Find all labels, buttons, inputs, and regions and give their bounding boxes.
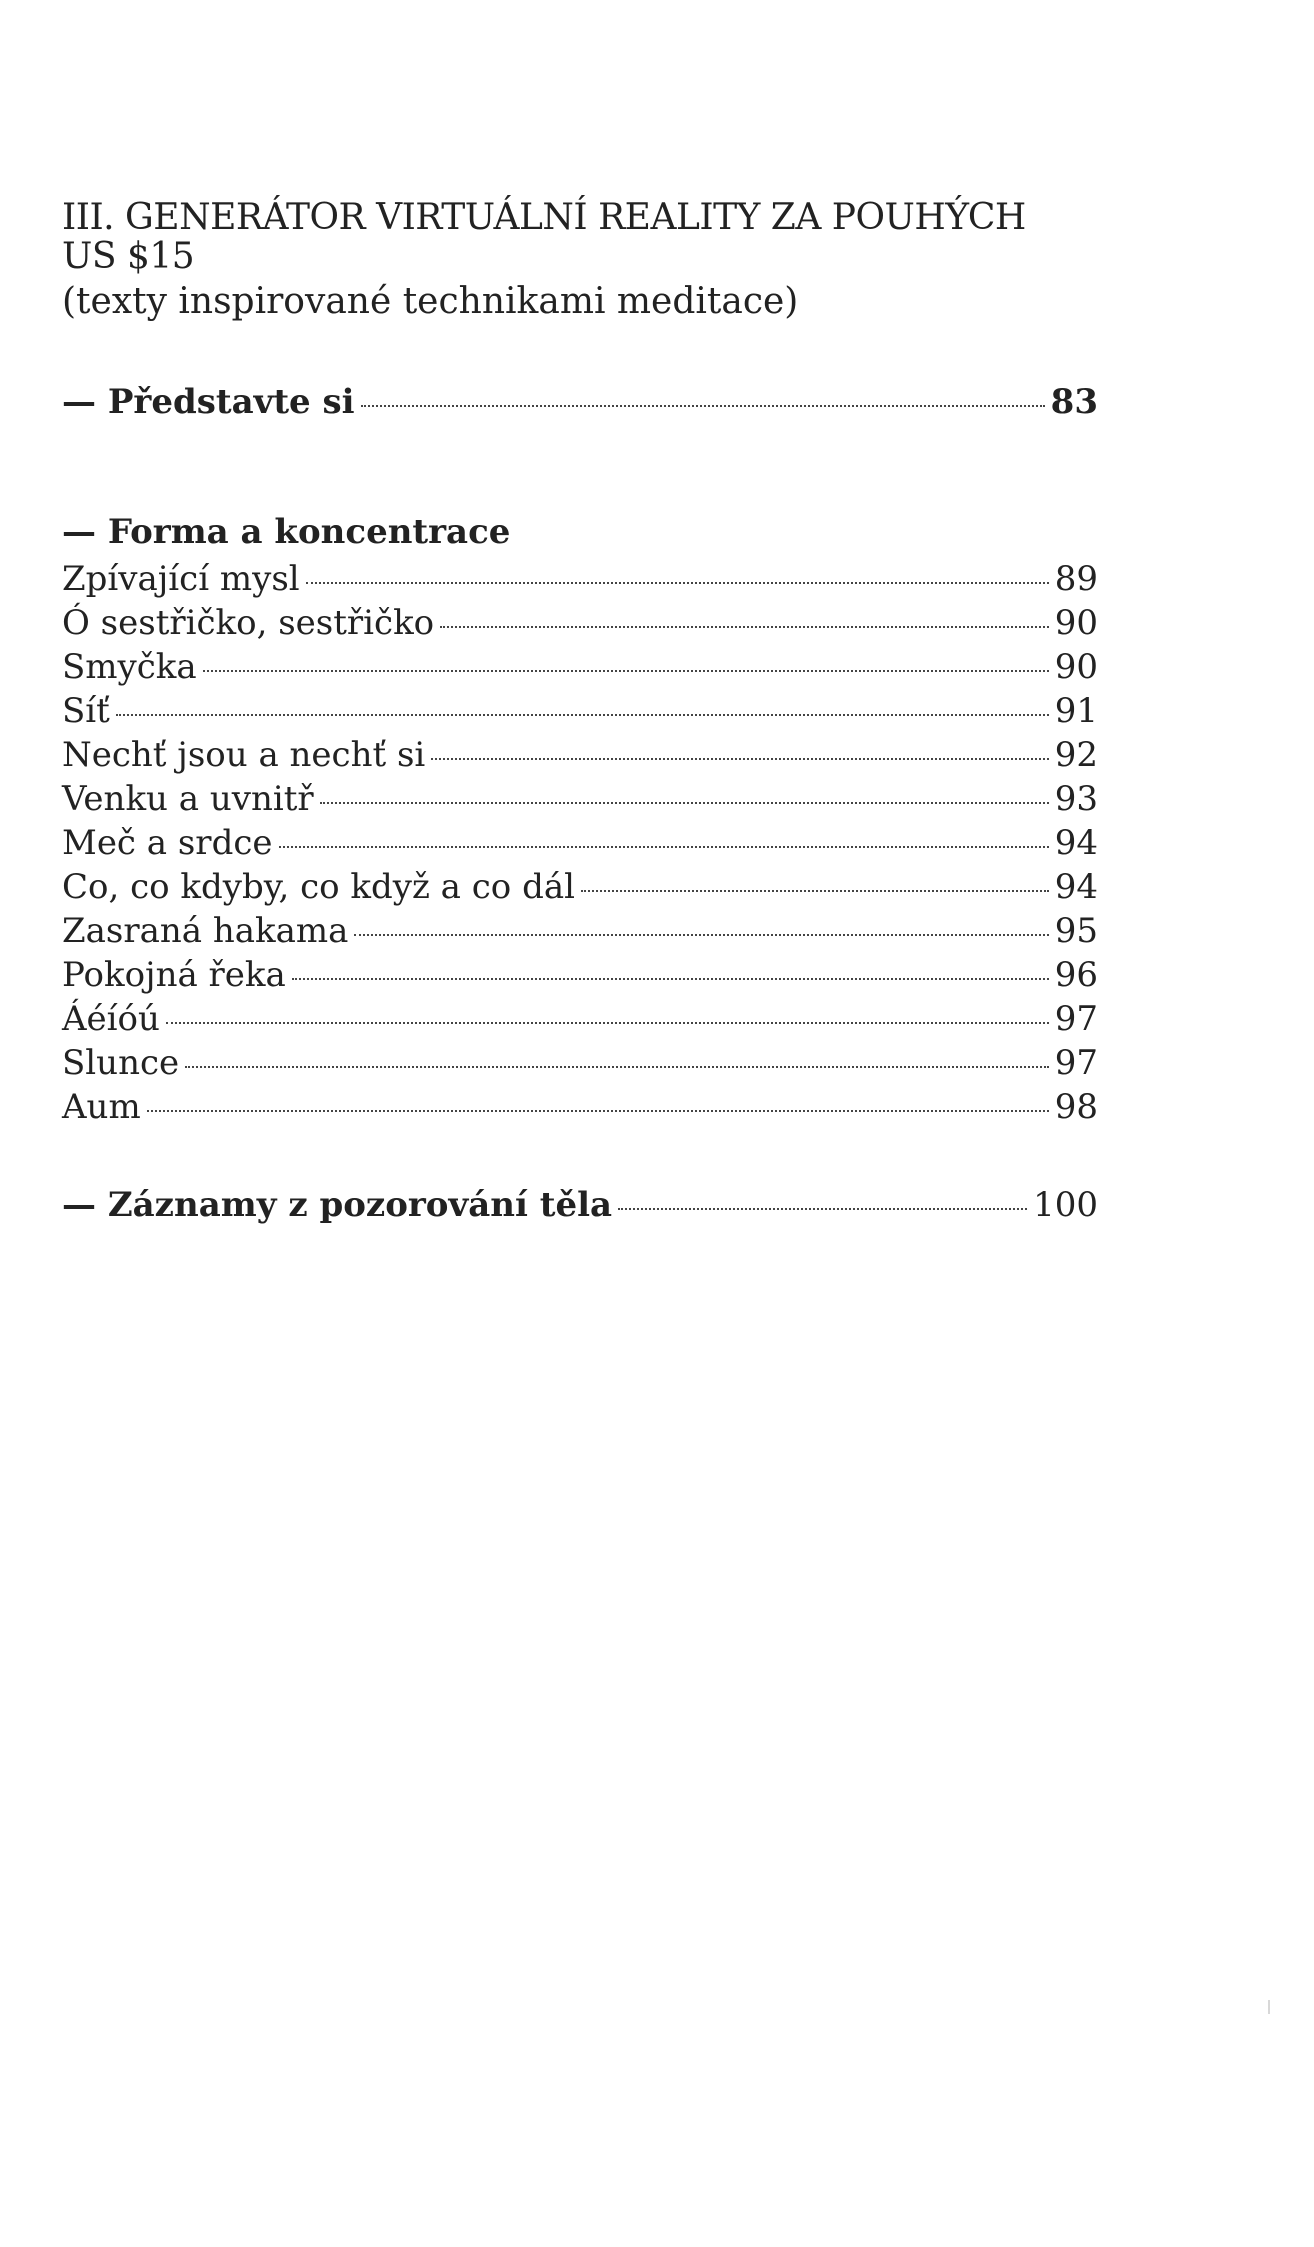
dot-leader (354, 934, 1048, 936)
toc-entry-title: Venku a uvnitř (62, 779, 314, 819)
dot-leader (185, 1066, 1049, 1068)
toc-entry (62, 733, 1098, 777)
toc-entry-page: 90 (1054, 603, 1098, 643)
dot-leader (147, 1110, 1049, 1112)
toc-entry-title: Zasraná hakama (62, 911, 349, 951)
toc-entry (62, 645, 1098, 689)
chapter-heading-line2: US $15 (62, 236, 195, 277)
toc-entry (62, 557, 1098, 601)
toc-entry-title: Síť (62, 691, 110, 731)
toc-entry-title: Zpívající mysl (62, 559, 300, 599)
dot-leader (618, 1208, 1027, 1210)
toc-entry-page: 93 (1054, 779, 1098, 819)
dot-leader (581, 890, 1049, 892)
chapter-heading-line1: III. GENERÁTOR VIRTUÁLNÍ REALITY ZA POUHÝCH (62, 197, 1026, 238)
toc-entry-page: 98 (1054, 1087, 1098, 1127)
dot-leader (166, 1022, 1049, 1024)
toc-entry (62, 777, 1098, 821)
toc-entry-page: 91 (1054, 691, 1098, 731)
dot-leader (292, 978, 1049, 980)
toc-entry-page: 96 (1054, 955, 1098, 995)
toc-entry (62, 909, 1098, 953)
toc-entry-title: Slunce (62, 1043, 180, 1083)
toc-entry-page: 94 (1054, 823, 1098, 863)
scan-speck (1268, 2000, 1270, 2014)
dot-leader (440, 626, 1049, 628)
toc-entry-title: Smyčka (62, 647, 197, 687)
toc-entry (62, 689, 1098, 733)
toc-entry-title: — Záznamy z pozorování těla (62, 1185, 613, 1225)
toc-entry-title: Pokojná řeka (62, 955, 286, 995)
toc-entry-page: 83 (1050, 382, 1098, 422)
dot-leader (361, 405, 1045, 407)
toc-entry-page: 89 (1054, 559, 1098, 599)
toc-entry (62, 865, 1098, 909)
dot-leader (320, 802, 1049, 804)
toc-entry-page: 100 (1033, 1185, 1098, 1225)
toc-entry-page: 92 (1054, 735, 1098, 775)
dot-leader (116, 714, 1049, 716)
toc-entry-page: 95 (1054, 911, 1098, 951)
chapter-subtitle: (texty inspirované technikami meditace) (62, 281, 799, 322)
toc-entry-page: 97 (1054, 1043, 1098, 1083)
toc-entry-page: 94 (1054, 867, 1098, 907)
toc-entry-title: Ó sestřičko, sestřičko (62, 603, 435, 643)
dot-leader (306, 582, 1049, 584)
toc-entry-page: 97 (1054, 999, 1098, 1039)
chapter-heading (62, 198, 1112, 276)
toc-entry-title: Nechť jsou a nechť si (62, 735, 426, 775)
toc-entry-title: Co, co kdyby, co když a co dál (62, 867, 575, 907)
toc-entry (62, 1085, 1098, 1129)
dot-leader (279, 846, 1049, 848)
toc-entry-page: 90 (1054, 647, 1098, 687)
toc-entry (62, 997, 1098, 1041)
toc-entry-title: Áéíóú (62, 999, 160, 1039)
toc-entry (62, 953, 1098, 997)
toc-entry-zaznamy (62, 1183, 1098, 1227)
toc-entry-title: Aum (62, 1087, 141, 1127)
toc-entry (62, 1041, 1098, 1085)
section-heading-forma: — Forma a koncentrace (62, 512, 511, 552)
toc-entry-title: — Představte si (62, 382, 355, 422)
dot-leader (431, 758, 1048, 760)
toc-entry-title: Meč a srdce (62, 823, 273, 863)
toc-entry (62, 821, 1098, 865)
toc-entry (62, 601, 1098, 645)
dot-leader (203, 670, 1049, 672)
toc-entry-predstavte-si (62, 380, 1098, 424)
